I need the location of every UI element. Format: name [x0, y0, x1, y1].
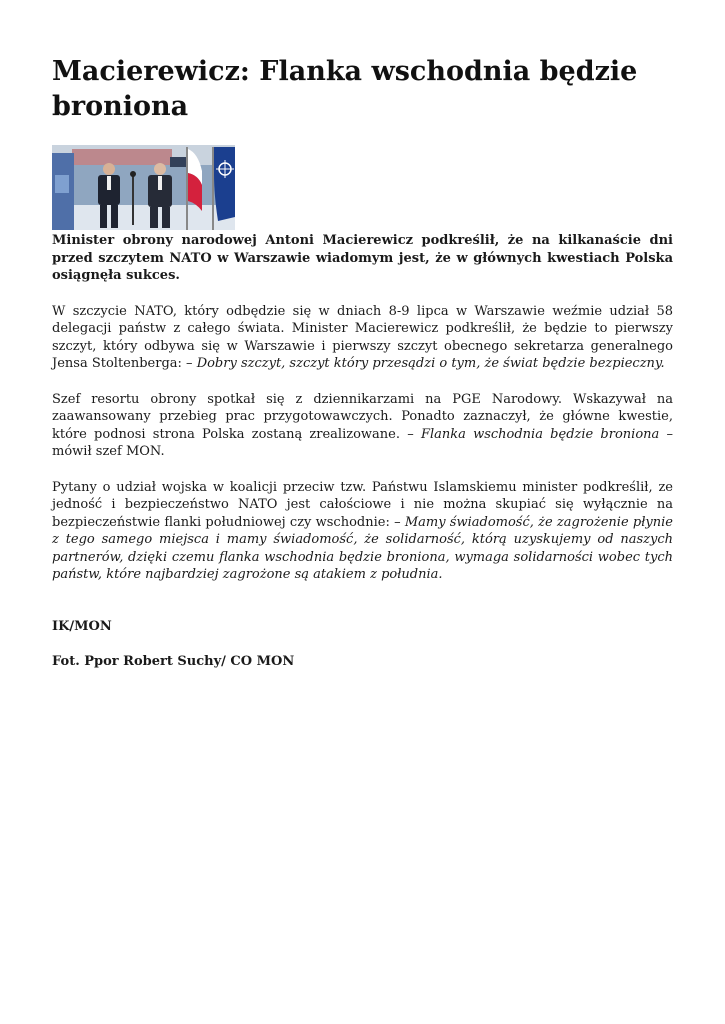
article-title: Macierewicz: Flanka wschodnia będzie broniona — [52, 56, 638, 122]
paragraph-2-quote: Flanka wschodnia będzie broniona — [420, 426, 660, 442]
article — [52, 54, 673, 670]
paragraph-2-tail: – mówił szef MON. — [52, 426, 673, 459]
source-signature: IK/MON — [52, 618, 112, 634]
paragraph-3 — [52, 479, 673, 584]
article-photo — [52, 145, 235, 230]
paragraph-1 — [52, 303, 673, 373]
paragraph-2 — [52, 391, 673, 461]
paragraph-2-text: Szef resortu obrony spotkał się z dziennikarzami na PGE Narodowy. Wskazywał na zaawansowany przebieg prac przygotowawczych. Ponadto zaznaczył, że główne kwestie, które podnosi strona Polska zostaną zrealizowane. – — [52, 391, 673, 442]
article-lead: Minister obrony narodowej Antoni Macierewicz podkreślił, że na kilkanaście dni przed szczytem NATO w Warszawie wiadomym jest, że w głównych kwestiach Polska osiągnęła sukces. — [52, 233, 673, 283]
paragraph-1-text: W szczycie NATO, który odbędzie się w dniach 8-9 lipca w Warszawie weźmie udział 58 delegacji państw z całego świata. Minister Macierewicz podkreślił, że będzie to pierwszy szczyt, który odbywa się w Warszawie i pierwszy szczyt obecnego sekretarza generalnego Jensa Stoltenberga: – — [52, 303, 673, 371]
paragraph-3-text: Pytany o udział wojska w koalicji przeciw tzw. Państwu Islamskiemu minister podkreślił, ze jedność i bezpieczeństwo NATO jest całościowe i nie można skupiać się wyłącznie na bezpieczeństwie flanki południowej czy wschodnie: – — [52, 479, 673, 530]
photo-credit: Fot. Ppor Robert Suchy/ CO MON — [52, 653, 295, 669]
paragraph-1-quote: Dobry szczyt, szczyt który przesądzi o tym, że świat będzie bezpieczny. — [196, 356, 665, 371]
paragraph-3-quote: Mamy świadomość, że zagrożenie płynie z tego samego miejsca i mamy świadomość, że solidarność, którą uzyskujemy od naszych partnerów, dzięki czemu flanka wschodnia będzie broniona, wymaga solidarności wobec tych państw, które najbardziej zagrożone są atakiem z południa. — [52, 514, 673, 582]
